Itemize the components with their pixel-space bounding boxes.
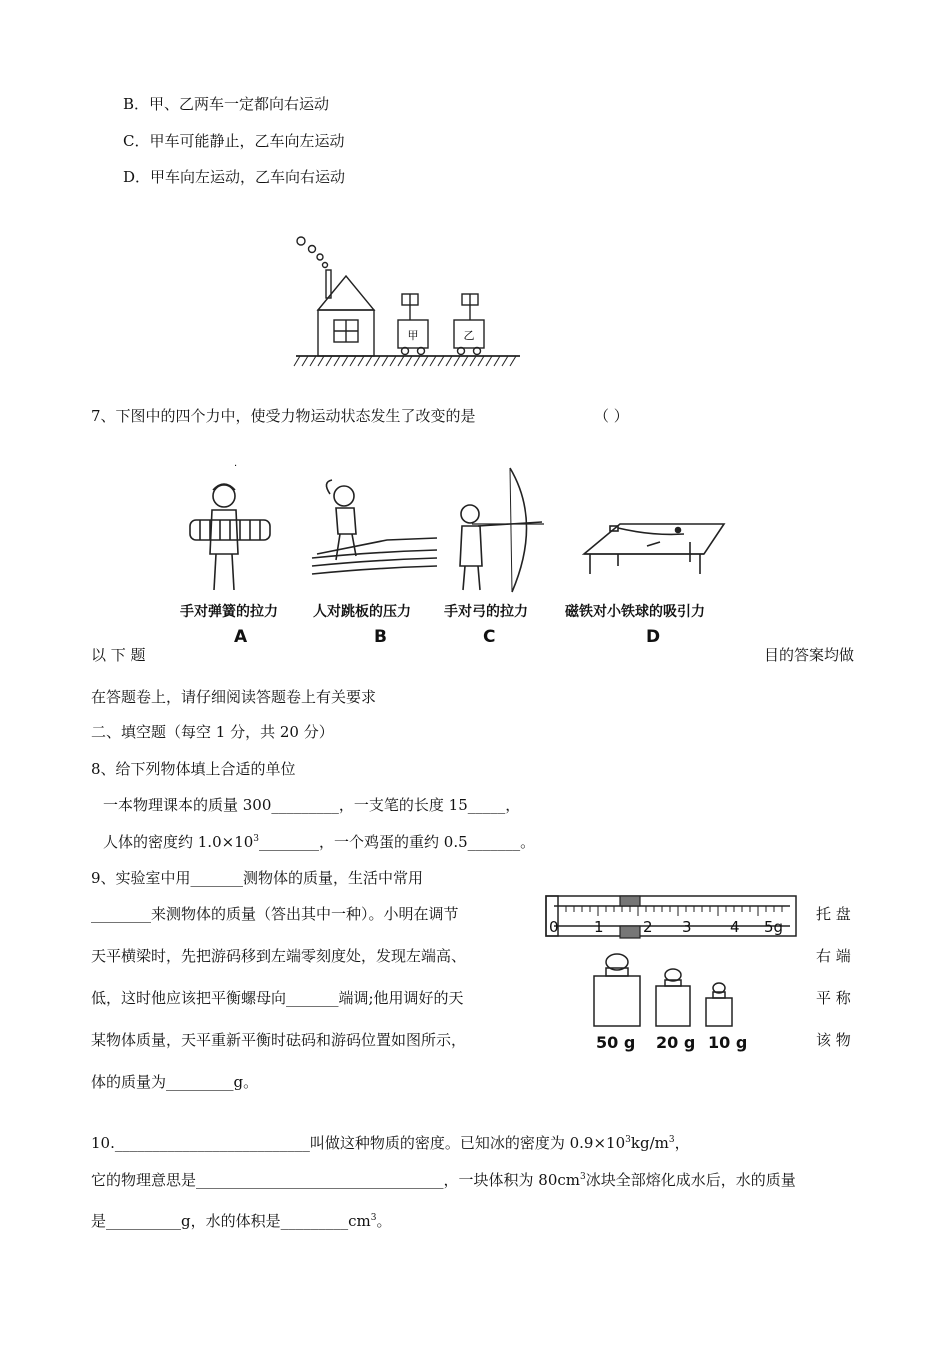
weight-10g: 10 g xyxy=(708,1033,748,1052)
q6-option-b: B．甲、乙两车一定都向右运动 xyxy=(123,95,330,113)
note-right: 目的答案均做 xyxy=(764,646,855,664)
q9-line4: 低，这时他应该把平衡螺母向_______端调;他用调好的天 xyxy=(91,989,464,1007)
q9-line4-right: 平 称 xyxy=(816,989,851,1007)
ruler-tick-5: 5g xyxy=(764,918,784,936)
q9-line2-right: 托 盘 xyxy=(816,905,851,923)
weight-20g: 20 g xyxy=(656,1033,696,1052)
weight-50g: 50 g xyxy=(596,1033,636,1052)
q8-line2: 人体的密度约 $1.0\times 10^3\_\_\_\_\_\_\_\_$，一个鸡蛋的重约 0.5_______。 xyxy=(103,833,536,851)
q9-line3: 天平横梁时，先把游码移到左端零刻度处，发现左端高、 xyxy=(91,947,467,965)
q9-line2: ________来测物体的质量（答出其中一种）。小明在调节 xyxy=(91,905,459,923)
section-title: 二、填空题（每空 1 分，共 20 分） xyxy=(91,723,334,741)
letter-a: A xyxy=(234,627,248,647)
house-cars-figure xyxy=(292,232,524,372)
q8-stem: 8、给下列物体填上合适的单位 xyxy=(91,760,296,778)
q8-line1: 一本物理课本的质量 300_________，一支笔的长度 15_____， xyxy=(103,796,521,814)
q9-line5: 某物体质量，天平重新平衡时砝码和游码位置如图所示， xyxy=(91,1031,467,1049)
note-line2: 在答题卷上，请仔细阅读答题卷上有关要求 xyxy=(91,688,377,706)
ruler-tick-1: 1 xyxy=(594,918,604,936)
ruler-tick-4: 4 xyxy=(730,918,740,936)
q9-line6: 体的质量为_________g。 xyxy=(91,1073,259,1091)
ruler-tick-3: 3 xyxy=(682,918,692,936)
letter-b: B xyxy=(374,627,387,647)
q10-line2: 它的物理意思是_________________________________，一块体积为 $80cm^3$冰块全部熔化成水后，水的质量 xyxy=(91,1171,796,1189)
car-jia-label: 甲 xyxy=(407,329,419,342)
caption-b: 人对跳板的压力 xyxy=(313,604,411,620)
q9-line3-right: 右 端 xyxy=(816,947,851,965)
q7-figure xyxy=(172,462,742,602)
ruler-tick-0: 0 xyxy=(549,918,559,936)
balance-ruler-figure xyxy=(540,892,802,1052)
q9-line5-right: 该 物 xyxy=(816,1031,851,1049)
caption-d: 磁铁对小铁球的吸引力 xyxy=(565,604,705,620)
car-yi-label: 乙 xyxy=(463,329,475,342)
q7-stem: 7、下图中的四个力中，使受力物运动状态发生了改变的是 xyxy=(91,407,476,425)
q10-line1: 10.__________________________叫做这种物质的密度。已知冰的密度为 $0.9\times 10^3kg/m^3$， xyxy=(91,1134,690,1152)
caption-c: 手对弓的拉力 xyxy=(444,604,528,620)
letter-d: D xyxy=(646,627,661,647)
svg-text:.: . xyxy=(234,462,238,469)
letter-c: C xyxy=(483,627,496,647)
q7-answer-paren: （ ） xyxy=(594,407,629,425)
q10-line3: 是__________g，水的体积是$\_\_\_\_\_\_\_\_\_cm^3$。 xyxy=(91,1212,392,1230)
ruler-tick-2: 2 xyxy=(643,918,653,936)
q9-line1: 9、实验室中用_______测物体的质量，生活中常用 xyxy=(91,869,424,887)
q6-option-c: C．甲车可能静止，乙车向左运动 xyxy=(123,132,345,150)
q6-option-d: D．甲车向左运动，乙车向右运动 xyxy=(123,168,346,186)
note-left: 以 下 题 xyxy=(91,646,146,664)
caption-a: 手对弹簧的拉力 xyxy=(180,604,278,620)
